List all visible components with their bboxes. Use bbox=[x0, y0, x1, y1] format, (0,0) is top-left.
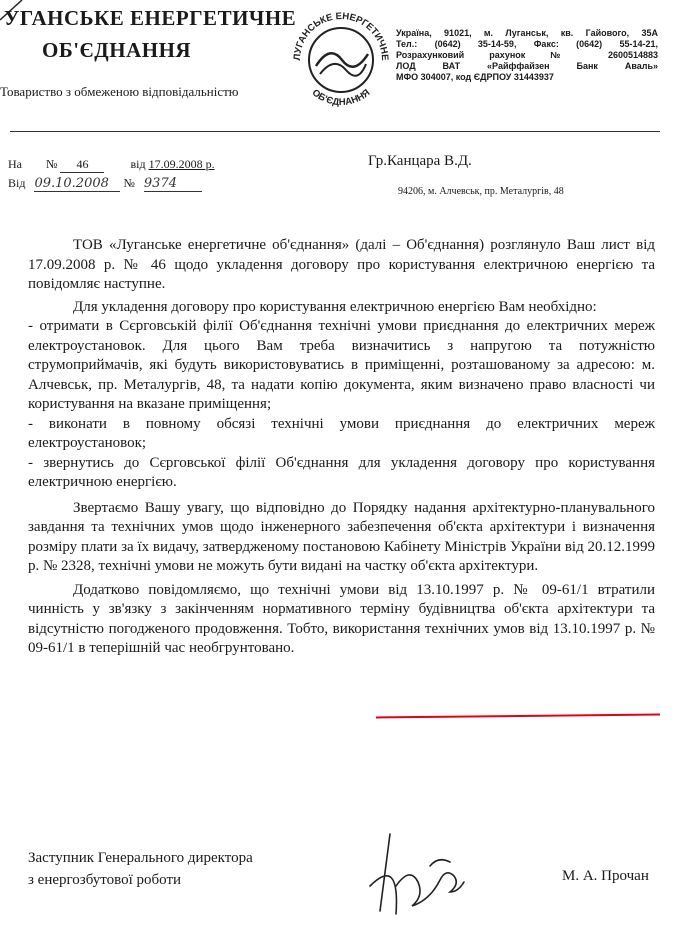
out-no-label: № bbox=[123, 176, 135, 190]
paragraph: Звертаємо Вашу увагу, що відповідно до Порядку надання архітектурно-планувального завдання та технічних умов щодо інженерного забезпечення об'єкта архітектури і визначення розміру плати за їх видачу, затвердженому постановою Кабінету Міністрів України від 20.12.1999 р. № 2328, технічні умови не можуть бути видані на частку об'єкта архітектури. bbox=[28, 499, 655, 574]
company-logo bbox=[286, 4, 396, 114]
out-label: Від bbox=[8, 176, 26, 190]
signatory-title-line1: Заступник Генерального директора bbox=[28, 850, 253, 866]
contact-line: Тел.: (0642) 35-14-59, Факс: (0642) 55-14-21, bbox=[396, 39, 658, 49]
paragraph: - отримати в Сєрговській філії Об'єднання технічні умови приєднання до електричних мереж електроустановок. Для цього Вам треба визначитись з напругою та потужністю струмоприймачів, які будуть використовуватись в приміщенні, розташованому за адресою: м. Алчевськ, пр. Металургів, 48, та надати копію документа, яким визначено право власності чи користування на вказане приміщення; bbox=[28, 318, 655, 412]
org-name-line1: УГАНСЬКЕ ЕНЕРГЕТИЧНЕ bbox=[4, 6, 297, 30]
contact-line: ЛОД ВАТ «Райффайзен Банк Аваль» bbox=[396, 61, 658, 71]
handwritten-signature bbox=[360, 826, 470, 916]
header-divider bbox=[10, 131, 660, 132]
contact-line: МФО 304007, код ЄДРПОУ 31443937 bbox=[396, 72, 554, 82]
recipient-address: 94206, м. Алчевськ, пр. Металургів, 48 bbox=[398, 186, 564, 197]
red-underline bbox=[376, 714, 660, 719]
signatory-title bbox=[28, 847, 253, 891]
letter-body bbox=[28, 236, 655, 659]
paragraph: Додатково повідомляємо, що технічні умови від 13.10.1997 р. № 09-61/1 втратили чинність у зв'язку з закінченням нормативного терміну будівництва об'єкта архітектури та відсутністю погодженого продовження. Тобто, використання технічних умов від 13.10.1997 р. № 09-61/1 в теперішній час необгрунтовано. bbox=[28, 581, 655, 656]
svg-text:ЛУГАНСЬКЕ ЕНЕРГЕТИЧНЕ: ЛУГАНСЬКЕ ЕНЕРГЕТИЧНЕ bbox=[291, 10, 391, 61]
signatory-title-line2: з енергозбутової роботи bbox=[28, 872, 182, 888]
contact-line: Україна, 91021, м. Луганськ, кв. Гайового, 35А bbox=[396, 28, 658, 38]
incoming-ref bbox=[8, 157, 215, 173]
out-no-value: 9374 bbox=[144, 176, 202, 192]
vid-label: від bbox=[130, 157, 146, 171]
paragraph: - звернутись до Сєрговської філії Об'єднання для укладення договору про користування електричною енергією. bbox=[28, 454, 655, 490]
vid-date: 17.09.2008 р. bbox=[148, 157, 215, 171]
paragraph: Для укладення договору про користування електричною енергією Вам необхідно: bbox=[73, 298, 597, 315]
out-date: 09.10.2008 bbox=[34, 176, 120, 192]
na-no-value: 46 bbox=[60, 157, 104, 173]
na-no-label: № bbox=[46, 157, 58, 171]
contact-block bbox=[396, 28, 658, 83]
svg-text:ОБ'ЄДНАННЯ: ОБ'ЄДНАННЯ bbox=[309, 87, 373, 109]
recipient-name: Гр.Канцара В.Д. bbox=[368, 153, 472, 169]
org-name-line2: ОБ'ЄДНАННЯ bbox=[42, 38, 192, 62]
paragraph: - виконати в повному обсязі технічні умови приєднання до електричних мереж електроустановок; bbox=[28, 415, 655, 451]
signatory-name: М. А. Прочан bbox=[562, 868, 649, 884]
outgoing-ref bbox=[8, 176, 202, 192]
contact-line: Розрахунковий рахунок № 2600514883 bbox=[396, 50, 658, 60]
paragraph: ТОВ «Луганське енергетичне об'єднання» (далі – Об'єднання) розглянуло Ваш лист від 17.09.2008 р. № 46 щодо укладення договору про користування електричною енергією та повідомляє наступне. bbox=[28, 237, 655, 292]
na-label: На bbox=[8, 157, 22, 171]
org-legal-form: Товариство з обмеженою відповідальністю bbox=[0, 84, 239, 99]
